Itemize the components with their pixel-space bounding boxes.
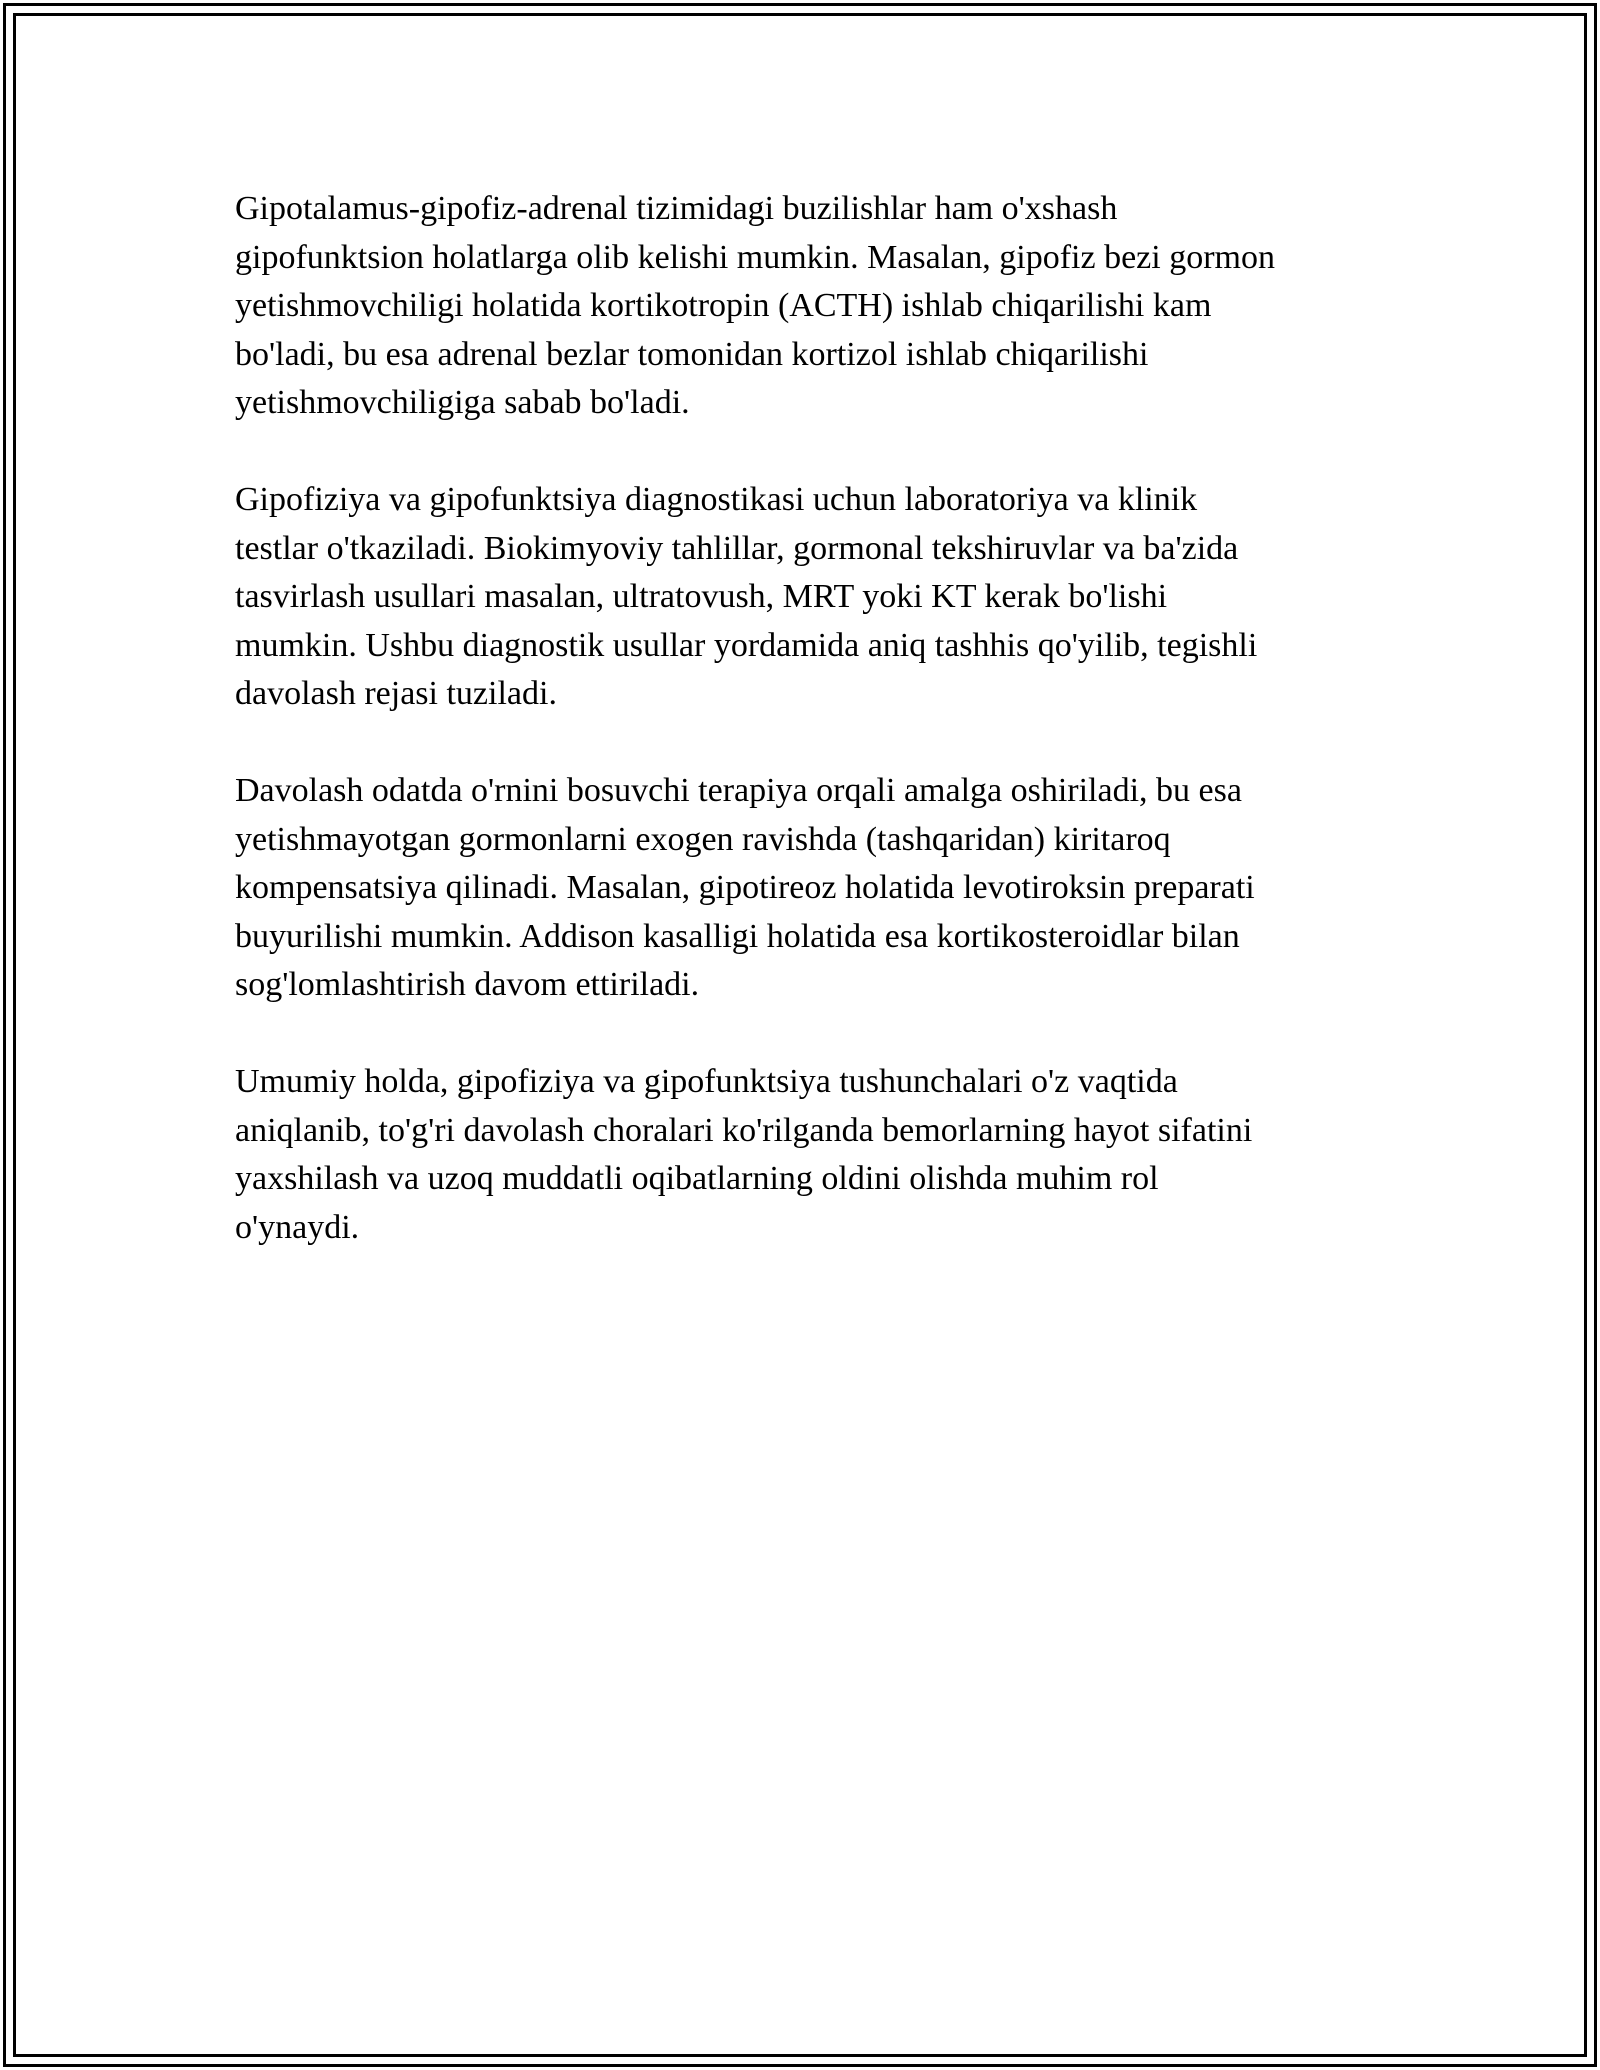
text-line: yetishmovchiligiga sabab bo'ladi.	[235, 384, 690, 421]
text-line: Umumiy holda, gipofiziya va gipofunktsiya tushunchalari o'z vaqtida	[235, 1063, 1178, 1100]
text-line: sog'lomlashtirish davom ettiriladi.	[235, 966, 700, 1003]
text-line: bo'ladi, bu esa adrenal bezlar tomonidan kortizol ishlab chiqarilishi	[235, 335, 1149, 373]
document-body	[235, 185, 1385, 1301]
text-line: yetishmayotgan gormonlarni exogen ravishda (tashqaridan) kiritaroq	[235, 820, 1171, 858]
text-line: tasvirlash usullari masalan, ultratovush, MRT yoki KT kerak bo'lishi	[235, 578, 1168, 615]
text-line: gipofunktsion holatlarga olib kelishi mumkin. Masalan, gipofiz bezi gormon	[235, 238, 1275, 276]
text-line: buyurilishi mumkin. Addison kasalligi holatida esa kortikosteroidlar bilan	[235, 917, 1240, 955]
text-line: kompensatsiya qilinadi. Masalan, gipotireoz holatida levotiroksin preparati	[235, 869, 1255, 906]
text-line: yetishmovchiligi holatida kortikotropin (ACTH) ishlab chiqarilishi kam	[235, 287, 1212, 324]
paragraph-1	[235, 185, 1385, 428]
text-line: o'ynaydi.	[235, 1208, 360, 1246]
text-line: Gipotalamus-gipofiz-adrenal tizimidagi buzilishlar ham o'xshash	[235, 190, 1118, 227]
paragraph-4	[235, 1058, 1385, 1252]
paragraph-3	[235, 767, 1385, 1010]
paragraph-2	[235, 476, 1385, 719]
text-line: mumkin. Ushbu diagnostik usullar yordamida aniq tashhis qo'yilib, tegishli	[235, 626, 1258, 664]
text-line: davolash rejasi tuziladi.	[235, 675, 557, 712]
text-line: Gipofiziya va gipofunktsiya diagnostikasi uchun laboratoriya va klinik	[235, 481, 1198, 518]
text-line: aniqlanib, to'g'ri davolash choralari ko'rilganda bemorlarning hayot sifatini	[235, 1111, 1253, 1149]
text-line: Davolash odatda o'rnini bosuvchi terapiya orqali amalga oshiriladi, bu esa	[235, 772, 1242, 809]
text-line: testlar o'tkaziladi. Biokimyoviy tahlillar, gormonal tekshiruvlar va ba'zida	[235, 529, 1239, 567]
text-line: yaxshilash va uzoq muddatli oqibatlarning oldini olishda muhim rol	[235, 1160, 1159, 1197]
